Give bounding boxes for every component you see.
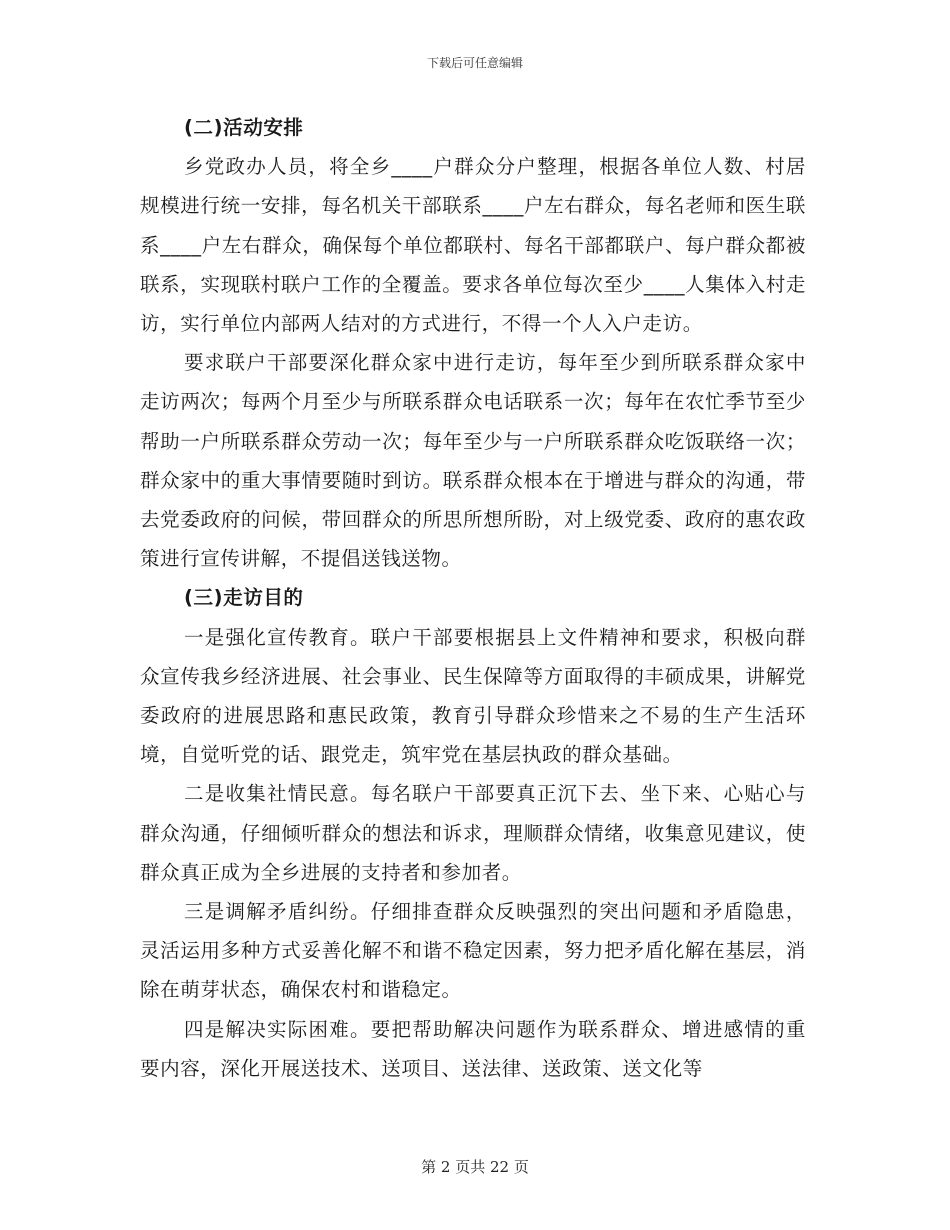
section-heading-activity-arrangement: (二)活动安排 xyxy=(184,116,304,139)
page-footer: 第 2 页共 22 页 xyxy=(421,1158,529,1176)
page-header: 下载后可任意编辑 xyxy=(426,56,523,70)
paragraph: 三是调解矛盾纠纷。仔细排查群众反映强烈的突出问题和矛盾隐患，灵活运用多种方式妥善化解不和谐不稳定因素，努力把矛盾化解在基层，消除在萌芽状态，确保农村和谐稳定。 xyxy=(140,900,806,1002)
paragraph: 乡党政办人员，将全乡____户群众分户整理，根据各单位人数、村居规模进行统一安排，每名机关干部联系____户左右群众，每名老师和医生联系____户左右群众，确保每个单位都联村、每名干部都联户、每户群众都被联系，实现联村联户工作的全覆盖。要求各单位每次至少____人集体入村走访，实行单位内部两人结对的方式进行，不得一个人入户走访。 xyxy=(140,155,806,336)
paragraph: 一是强化宣传教育。联户干部要根据县上文件精神和要求，积极向群众宣传我乡经济进展、社会事业、民生保障等方面取得的丰硕成果，讲解党委政府的进展思路和惠民政策，教育引导群众珍惜来之不易的生产生活环境，自觉听党的话、跟党走，筑牢党在基层执政的群众基础。 xyxy=(140,625,806,767)
paragraph: 四是解决实际困难。要把帮助解决问题作为联系群众、增进感情的重要内容，深化开展送技术、送项目、送法律、送政策、送文化等 xyxy=(140,1017,806,1080)
paragraph: 二是收集社情民意。每名联户干部要真正沉下去、坐下来、心贴心与群众沟通，仔细倾听群众的想法和诉求，理顺群众情绪，收集意见建议，使群众真正成为全乡进展的支持者和参加者。 xyxy=(140,782,806,884)
paragraph: 要求联户干部要深化群众家中进行走访，每年至少到所联系群众家中走访两次；每两个月至少与所联系群众电话联系一次；每年在农忙季节至少帮助一户所联系群众劳动一次；每年至少与一户所联系群众吃饭联络一次；群众家中的重大事情要随时到访。联系群众根本在于增进与群众的沟通，带去党委政府的问候，带回群众的所思所想所盼，对上级党委、政府的惠农政策进行宣传讲解，不提倡送钱送物。 xyxy=(140,351,806,571)
section-heading-visit-purpose: (三)走访目的 xyxy=(184,586,304,610)
document-body xyxy=(140,108,806,1088)
